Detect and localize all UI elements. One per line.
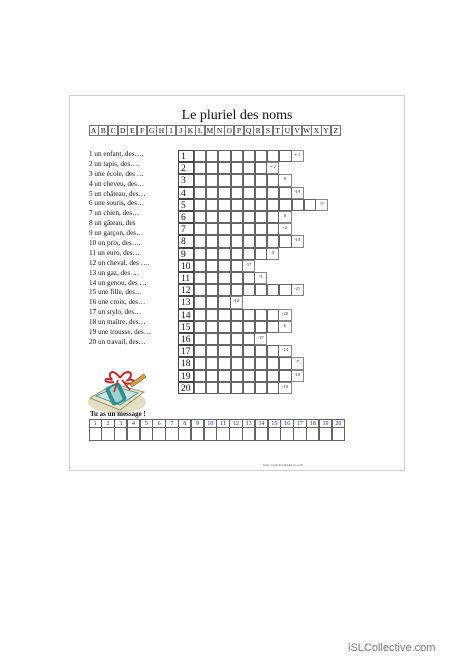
letter-cell[interactable] [218,223,230,235]
message-number: 17 [293,419,306,428]
prompt-item: 16 une croix, des… [89,298,146,307]
row-number: 12 [178,284,194,296]
letter-cell[interactable] [231,162,243,174]
letter-cell[interactable] [255,174,267,186]
letter-cell[interactable] [218,370,230,382]
hint-cell: 0 [279,174,291,186]
row-number: 14 [178,309,194,321]
letter-cell[interactable] [243,333,255,345]
row-number: 7 [178,223,194,235]
hint-cell: 0 [267,248,279,260]
message-box [293,419,306,441]
letter-cell[interactable] [255,370,267,382]
message-answer-cell[interactable] [242,428,255,441]
message-number: 3 [114,419,127,428]
letter-cell[interactable] [279,150,291,162]
letter-cell[interactable] [194,321,206,333]
letter-cell[interactable] [243,382,255,394]
letter-cell[interactable] [218,150,230,162]
letter-cell[interactable] [206,174,218,186]
message-answer-cell[interactable] [89,428,102,441]
message-label: Tu as un message ! [90,410,146,418]
letter-cell[interactable] [194,174,206,186]
letter-cell[interactable] [218,345,230,357]
alphabet-letter: P [234,125,244,136]
alphabet-letter: E [127,125,137,136]
hint-cell: -20 [279,309,291,321]
message-number: 5 [140,419,153,428]
letter-cell[interactable] [194,248,206,260]
letter-cell[interactable] [231,284,243,296]
letter-cell[interactable] [267,382,279,394]
letter-cell[interactable] [267,223,279,235]
alphabet-letter: J [176,125,186,136]
alphabet-letter: T [273,125,283,136]
hint-cell: -10 [292,235,304,247]
message-box [191,419,204,441]
message-number: 1 [89,419,102,428]
letter-cell[interactable] [255,382,267,394]
letter-cell[interactable] [218,333,230,345]
letter-cell[interactable] [206,162,218,174]
letter-cell[interactable] [231,187,243,199]
letter-cell[interactable] [267,345,279,357]
alphabet-letter: L [195,125,205,136]
row-number: 6 [178,211,194,223]
hint-cell: = 1 [292,150,304,162]
prompt-item: 7 un chien, des… [89,209,140,218]
message-box [306,419,319,441]
letter-cell[interactable] [243,272,255,284]
letter-cell[interactable] [231,235,243,247]
message-number: 12 [229,419,242,428]
alphabet-letter: S [263,125,273,136]
row-number: 8 [178,235,194,247]
letter-cell[interactable] [194,296,206,308]
letter-cell[interactable] [255,284,267,296]
alphabet-letter: Q [244,125,254,136]
message-answer-cell[interactable] [280,428,293,441]
hint-cell: 0 [279,211,291,223]
message-answer-cell[interactable] [140,428,153,441]
letter-cell[interactable] [194,223,206,235]
letter-cell[interactable] [267,199,279,211]
letter-cell[interactable] [231,309,243,321]
letter-cell[interactable] [279,187,291,199]
message-answer-cell[interactable] [101,428,114,441]
letter-cell[interactable] [255,162,267,174]
prompt-item: 13 un gaz, des … [89,268,140,277]
letter-cell[interactable] [255,187,267,199]
alphabet-letter: O [224,125,234,136]
message-answer-cell[interactable] [319,428,332,441]
letter-cell[interactable] [194,284,206,296]
letter-cell[interactable] [243,345,255,357]
letter-cell[interactable] [267,235,279,247]
letter-cell[interactable] [231,211,243,223]
alphabet-letter: U [282,125,292,136]
message-answer-cell[interactable] [293,428,306,441]
alphabet-letter: W [303,126,311,135]
row-number: 19 [178,370,194,382]
message-box [280,419,293,441]
row-number: 15 [178,321,194,333]
worksheet-title: Le pluriel des noms [181,108,293,123]
alphabet-letter: K [185,125,195,136]
letter-cell[interactable] [255,235,267,247]
message-answer-cell[interactable] [191,428,204,441]
letter-cell[interactable] [206,309,218,321]
hint-cell: -7 [292,357,304,369]
letter-cell[interactable] [267,150,279,162]
letter-cell[interactable] [206,296,218,308]
row-number: 11 [178,272,194,284]
prompt-item: 17 un stylo, des… [89,308,142,317]
prompt-item: 6 une souris, des… [89,199,145,208]
message-answer-cell[interactable] [229,428,242,441]
watermark: iSLCollective.com [348,642,436,654]
alphabet-letter: D [118,125,128,136]
row-number: 20 [178,382,194,394]
message-number: 8 [178,419,191,428]
letter-cell[interactable] [218,309,230,321]
alphabet-letter: F [137,125,147,136]
hint-cell: -1 [255,272,267,284]
hint-cell: -17 [255,333,267,345]
letter-cell[interactable] [279,199,291,211]
letter-cell[interactable] [255,211,267,223]
letter-cell[interactable] [231,321,243,333]
letter-cell[interactable] [255,199,267,211]
letter-cell[interactable] [194,309,206,321]
row-number: 18 [178,357,194,369]
prompt-item: 8 un gâteau, des [89,219,136,228]
alphabet-letter: G [147,125,157,136]
message-answer-cell[interactable] [152,428,165,441]
alphabet-letter: R [253,125,263,136]
letter-cell[interactable] [206,150,218,162]
hint-cell: -17 [243,260,255,272]
letter-cell[interactable] [243,321,255,333]
letter-cell[interactable] [206,223,218,235]
letter-cell[interactable] [267,309,279,321]
letter-cell[interactable] [206,370,218,382]
alphabet-letter: Y [321,125,331,136]
message-answer-cell[interactable] [204,428,217,441]
letter-cell[interactable] [206,248,218,260]
message-box [101,419,114,441]
message-number: 14 [255,419,268,428]
letter-cell[interactable] [243,309,255,321]
message-box [114,419,127,441]
letter-cell[interactable] [255,321,267,333]
message-number: 10 [204,419,217,428]
letter-cell[interactable] [218,382,230,394]
row-number: 2 [178,162,194,174]
letter-cell[interactable] [194,150,206,162]
prompt-item: 3 une école, des … [89,169,144,178]
message-box [332,419,345,441]
message-answer-cell[interactable] [306,428,319,441]
letter-cell[interactable] [194,333,206,345]
hint-cell: -19 [279,382,291,394]
letter-cell[interactable] [292,199,304,211]
row-number: 9 [178,248,194,260]
row-number: 5 [178,199,194,211]
letter-cell[interactable] [194,162,206,174]
letter-cell[interactable] [218,199,230,211]
footer-url: http://ouiboire.skiablog.com [263,463,303,467]
message-number: 13 [242,419,255,428]
alphabet-letter: A [89,125,99,136]
message-box [242,419,255,441]
row-number: 16 [178,333,194,345]
prompt-item: 2 un tapis, des…. [89,159,140,168]
letter-cell[interactable] [206,187,218,199]
letter-cell[interactable] [206,345,218,357]
prompt-item: 9 un garçon, des… [89,229,144,238]
letter-cell[interactable] [255,345,267,357]
message-box [216,419,229,441]
prompt-item: 12 un cheval, des …. [89,258,150,267]
letter-cell[interactable] [243,187,255,199]
letter-cell[interactable] [267,187,279,199]
letter-cell[interactable] [304,199,316,211]
letter-cell[interactable] [218,260,230,272]
letter-cell[interactable] [218,174,230,186]
message-number: 11 [216,419,229,428]
letter-cell[interactable] [267,211,279,223]
letter-cell[interactable] [218,357,230,369]
letter-cell[interactable] [243,223,255,235]
letter-cell[interactable] [267,357,279,369]
letter-cell[interactable] [267,174,279,186]
letter-cell[interactable] [255,248,267,260]
letter-cell[interactable] [206,260,218,272]
letter-cell[interactable] [231,174,243,186]
message-box [165,419,178,441]
letter-cell[interactable] [194,235,206,247]
message-answer-cell[interactable] [127,428,140,441]
letter-cell[interactable] [218,211,230,223]
message-number: 7 [165,419,178,428]
message-answer-cell[interactable] [216,428,229,441]
letter-cell[interactable] [267,284,279,296]
row-number: 1 [178,150,194,162]
letter-cell[interactable] [218,187,230,199]
alphabet-letter: V [292,125,302,136]
message-number: 19 [319,419,332,428]
letter-cell[interactable] [255,223,267,235]
letter-cell[interactable] [206,382,218,394]
prompt-item: 4 un cheveu, des… [89,179,145,188]
alphabet-letter: B [98,125,108,136]
message-number: 15 [268,419,281,428]
letter-cell[interactable] [243,150,255,162]
letter-cell[interactable] [194,260,206,272]
message-answer-cell[interactable] [268,428,281,441]
prompt-item: 10 un prix, des…. [89,239,141,248]
hint-cell: -10 [292,370,304,382]
row-number: 13 [178,296,194,308]
letter-cell[interactable] [243,162,255,174]
message-box [127,419,140,441]
hint-cell: -14 [279,345,291,357]
message-box [89,419,102,441]
letter-cell[interactable] [194,370,206,382]
message-answer-cell[interactable] [332,428,345,441]
hint-cell: = 2 [267,162,279,174]
letter-cell[interactable] [243,248,255,260]
letter-cell[interactable] [231,150,243,162]
message-box [204,419,217,441]
letter-cell[interactable] [231,345,243,357]
letter-cell[interactable] [267,321,279,333]
hint-cell: 6 [279,321,291,333]
letter-cell[interactable] [218,162,230,174]
message-box [152,419,165,441]
prompt-item: 5 un château, des… [89,189,146,198]
letter-cell[interactable] [231,223,243,235]
letter-cell[interactable] [243,370,255,382]
letter-cell[interactable] [206,321,218,333]
letter-cell[interactable] [243,211,255,223]
letter-cell[interactable] [231,357,243,369]
message-box [178,419,191,441]
message-number: 9 [191,419,204,428]
prompt-item: 19 une trousse, des… [89,328,151,337]
letter-cell[interactable] [194,187,206,199]
letter-cell[interactable] [255,309,267,321]
letter-cell[interactable] [255,357,267,369]
hint-cell: -19 [292,187,304,199]
letter-cell[interactable] [206,333,218,345]
prompt-item: 14 un genou, des … [89,278,147,287]
letter-cell[interactable] [267,370,279,382]
letter-cell[interactable] [243,174,255,186]
letter-cell[interactable] [243,357,255,369]
row-number: 17 [178,345,194,357]
letter-cell[interactable] [243,235,255,247]
letter-cell[interactable] [255,150,267,162]
message-box [255,419,268,441]
message-answer-cell[interactable] [114,428,127,441]
letter-cell[interactable] [194,272,206,284]
alphabet-letter: N [214,125,224,136]
letter-cell[interactable] [206,357,218,369]
letter-cell[interactable] [206,272,218,284]
alphabet-letter: M [206,126,214,135]
alphabet-letter: C [108,125,118,136]
letter-cell[interactable] [206,284,218,296]
worksheet-page [69,95,405,471]
alphabet-letter: H [156,125,166,136]
row-number: 10 [178,260,194,272]
message-answer-cell[interactable] [255,428,268,441]
prompt-item: 11 un euro, des… [89,248,140,257]
message-box [268,419,281,441]
letter-cell[interactable] [206,211,218,223]
letter-cell[interactable] [243,284,255,296]
letter-cell[interactable] [194,211,206,223]
message-number: 16 [280,419,293,428]
letter-cell[interactable] [194,382,206,394]
prompt-item: 15 une fille, des… [89,288,143,297]
hint-cell: -5 [316,199,328,211]
letter-cell[interactable] [206,199,218,211]
letter-cell[interactable] [231,272,243,284]
message-number: 2 [101,419,114,428]
message-number: 20 [332,419,345,428]
letter-cell[interactable] [218,296,230,308]
prompt-item: 18 un maître, des… [89,318,146,327]
letter-cell[interactable] [194,357,206,369]
alphabet-letter: I [166,125,176,136]
letter-cell[interactable] [231,248,243,260]
message-number: 6 [152,419,165,428]
hint-cell: -12 [231,296,243,308]
message-number: 4 [127,419,140,428]
letter-cell[interactable] [279,235,291,247]
letter-cell[interactable] [194,345,206,357]
message-answer-cell[interactable] [165,428,178,441]
letter-cell[interactable] [279,357,291,369]
letter-cell[interactable] [231,370,243,382]
message-box [319,419,332,441]
message-box [229,419,242,441]
letter-cell[interactable] [218,248,230,260]
alphabet-letter: Z [331,125,341,136]
letter-cell[interactable] [231,382,243,394]
hint-cell: -21 [292,284,304,296]
letter-cell[interactable] [231,333,243,345]
letter-cell[interactable] [218,321,230,333]
row-number: 3 [178,174,194,186]
message-number: 18 [306,419,319,428]
letter-cell[interactable] [279,370,291,382]
letter-cell[interactable] [243,199,255,211]
letter-cell[interactable] [231,260,243,272]
message-grid [89,419,345,441]
letter-cell[interactable] [194,199,206,211]
letter-cell[interactable] [218,235,230,247]
message-answer-cell[interactable] [178,428,191,441]
alphabet-letter: X [311,125,321,136]
prompt-item: 1 un enfant, des…. [89,150,144,158]
message-box [140,419,153,441]
letter-cell[interactable] [231,199,243,211]
letter-cell[interactable] [218,284,230,296]
letter-cell[interactable] [279,284,291,296]
letter-cell[interactable] [206,235,218,247]
row-number: 4 [178,187,194,199]
hint-cell: -2 [279,223,291,235]
prompt-item: 20 un travail, des… [89,337,146,346]
letter-cell[interactable] [218,272,230,284]
